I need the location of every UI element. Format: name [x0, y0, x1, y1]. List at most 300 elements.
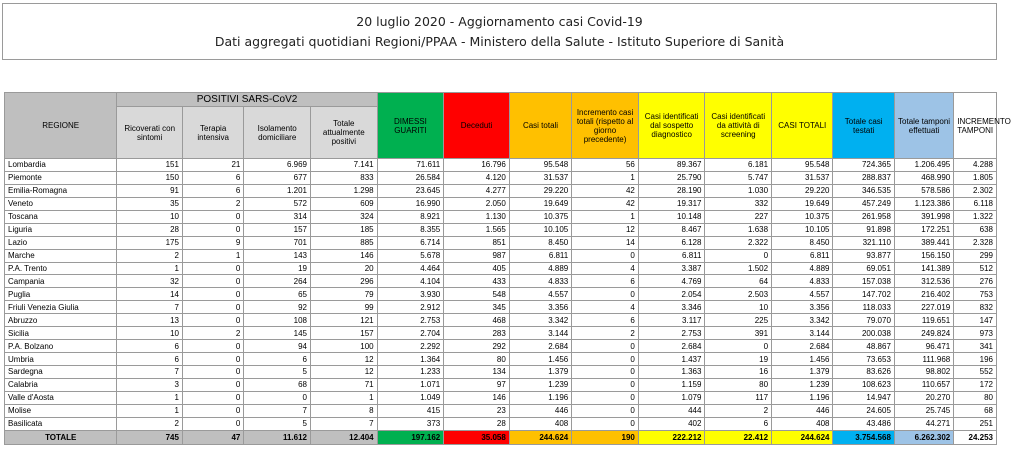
cell-incremento-tamponi: 251 [954, 417, 997, 430]
cell-terapia: 0 [182, 391, 243, 404]
cell-screening: 2 [705, 404, 772, 417]
cell-deceduti: 2.050 [444, 197, 510, 210]
cell-ricoverati: 2 [117, 249, 183, 262]
cell-tamponi: 578.586 [894, 184, 953, 197]
cell-casi-totali-2: 408 [772, 417, 833, 430]
cell-deceduti: 292 [444, 340, 510, 353]
cell-incremento-tamponi: 2.302 [954, 184, 997, 197]
cell-totale-positivi: 296 [310, 275, 377, 288]
cell-ricoverati: 1 [117, 262, 183, 275]
table-row [5, 249, 997, 262]
table-total-row [5, 430, 997, 444]
cell-casi-totali: 1.239 [509, 378, 571, 391]
cell-incremento-casi: 56 [572, 159, 639, 172]
cell-casi-totali-2: 19.649 [772, 197, 833, 210]
cell-casi-totali: 10.105 [509, 223, 571, 236]
cell-ricoverati: 1 [117, 404, 183, 417]
cell-casi-totali: 31.537 [509, 171, 571, 184]
cell-casi-totali-2: 4.557 [772, 288, 833, 301]
cell-incremento-tamponi: 68 [954, 404, 997, 417]
cell-dimessi: 2.912 [377, 301, 444, 314]
cell-tamponi: 25.745 [894, 404, 953, 417]
cell-casi-totali-2: 446 [772, 404, 833, 417]
cell-incremento-tamponi: 80 [954, 391, 997, 404]
cell-deceduti: 468 [444, 314, 510, 327]
cell-ricoverati: 7 [117, 366, 183, 379]
cell-casi-totali: 3.342 [509, 314, 571, 327]
covid-data-table [4, 92, 1011, 445]
cell-incremento-casi: 2 [572, 327, 639, 340]
table-row [5, 404, 997, 417]
cell-sospetto: 222.212 [638, 430, 705, 444]
table-row [5, 236, 997, 249]
cell-totale-positivi: 8 [310, 404, 377, 417]
cell-isolamento: 0 [244, 391, 311, 404]
cell-isolamento: 701 [244, 236, 311, 249]
cell-totale-positivi: 185 [310, 223, 377, 236]
cell-screening: 117 [705, 391, 772, 404]
cell-incremento-casi: 0 [572, 391, 639, 404]
cell-totale-positivi: 157 [310, 327, 377, 340]
cell-terapia: 0 [182, 353, 243, 366]
cell-regione: Marche [5, 249, 117, 262]
cell-incremento-casi: 1 [572, 171, 639, 184]
cell-deceduti: 23 [444, 404, 510, 417]
cell-isolamento: 157 [244, 223, 311, 236]
cell-regione: Toscana [5, 210, 117, 223]
table-row [5, 275, 997, 288]
cell-tamponi: 20.270 [894, 391, 953, 404]
cell-terapia: 2 [182, 327, 243, 340]
cell-dimessi: 4.104 [377, 275, 444, 288]
cell-ricoverati: 10 [117, 210, 183, 223]
col-header-incremento-casi: Incremento casi totali (rispetto al giorno precedente) [572, 93, 639, 159]
cell-incremento-tamponi: 753 [954, 288, 997, 301]
cell-sospetto: 1.363 [638, 366, 705, 379]
col-header-ricoverati: Ricoverati con sintomi [117, 107, 183, 159]
cell-deceduti: 433 [444, 275, 510, 288]
cell-casi-totali-2: 3.144 [772, 327, 833, 340]
cell-totale-positivi: 20 [310, 262, 377, 275]
cell-isolamento: 314 [244, 210, 311, 223]
cell-casi-totali: 2.684 [509, 340, 571, 353]
cell-incremento-tamponi: 4.288 [954, 159, 997, 172]
cell-sospetto: 3.346 [638, 301, 705, 314]
cell-sospetto: 4.769 [638, 275, 705, 288]
cell-casi-totali: 1.456 [509, 353, 571, 366]
cell-totale-positivi: 99 [310, 301, 377, 314]
cell-sospetto: 89.367 [638, 159, 705, 172]
col-header-sospetto: Casi identificati dal sospetto diagnostico [638, 93, 705, 159]
cell-casi-totali: 3.144 [509, 327, 571, 340]
cell-casi-totali-2: 8.450 [772, 236, 833, 249]
cell-regione: Campania [5, 275, 117, 288]
cell-dimessi: 23.645 [377, 184, 444, 197]
report-title: 20 luglio 2020 - Aggiornamento casi Covid-19 [356, 13, 643, 29]
cell-deceduti: 851 [444, 236, 510, 249]
cell-regione: Umbria [5, 353, 117, 366]
cell-casi-totali-2: 3.356 [772, 301, 833, 314]
report-subtitle: Dati aggregati quotidiani Regioni/PPAA - Ministero della Salute - Istituto Superiore di Sanità [214, 33, 785, 49]
cell-sospetto: 444 [638, 404, 705, 417]
cell-totale-positivi: 12 [310, 366, 377, 379]
cell-ricoverati: 745 [117, 430, 183, 444]
cell-tamponi: 1.206.495 [894, 159, 953, 172]
cell-testati: 79.070 [833, 314, 894, 327]
cell-casi-totali-2: 4.889 [772, 262, 833, 275]
cell-casi-totali: 6.811 [509, 249, 571, 262]
cell-tamponi: 110.657 [894, 378, 953, 391]
cell-regione: TOTALE [5, 430, 117, 444]
table-row [5, 391, 997, 404]
cell-incremento-tamponi: 341 [954, 340, 997, 353]
cell-isolamento: 108 [244, 314, 311, 327]
table-body [5, 159, 997, 445]
cell-dimessi: 71.611 [377, 159, 444, 172]
cell-incremento-casi: 0 [572, 404, 639, 417]
cell-sospetto: 2.753 [638, 327, 705, 340]
cell-incremento-casi: 42 [572, 184, 639, 197]
cell-sospetto: 2.684 [638, 340, 705, 353]
cell-dimessi: 197.162 [377, 430, 444, 444]
cell-tamponi: 98.802 [894, 366, 953, 379]
cell-isolamento: 677 [244, 171, 311, 184]
cell-terapia: 21 [182, 159, 243, 172]
cell-terapia: 0 [182, 262, 243, 275]
cell-ricoverati: 13 [117, 314, 183, 327]
cell-deceduti: 1.130 [444, 210, 510, 223]
col-header-casi-totali-2: CASI TOTALI [772, 93, 833, 159]
cell-testati: 108.623 [833, 378, 894, 391]
cell-isolamento: 65 [244, 288, 311, 301]
cell-dimessi: 5.678 [377, 249, 444, 262]
cell-deceduti: 283 [444, 327, 510, 340]
cell-screening: 391 [705, 327, 772, 340]
cell-deceduti: 548 [444, 288, 510, 301]
cell-dimessi: 8.921 [377, 210, 444, 223]
cell-deceduti: 134 [444, 366, 510, 379]
cell-casi-totali-2: 2.684 [772, 340, 833, 353]
cell-incremento-casi: 190 [572, 430, 639, 444]
cell-casi-totali: 408 [509, 417, 571, 430]
cell-incremento-casi: 4 [572, 301, 639, 314]
cell-incremento-tamponi: 196 [954, 353, 997, 366]
col-header-dimessi: DIMESSI GUARITI [377, 93, 444, 159]
cell-regione: Abruzzo [5, 314, 117, 327]
table-row [5, 159, 997, 172]
cell-sospetto: 3.117 [638, 314, 705, 327]
col-header-casi-totali: Casi totali [509, 93, 571, 159]
cell-terapia: 0 [182, 288, 243, 301]
cell-terapia: 0 [182, 275, 243, 288]
cell-screening: 1.638 [705, 223, 772, 236]
table-row [5, 262, 997, 275]
cell-casi-totali: 244.624 [509, 430, 571, 444]
cell-casi-totali: 19.649 [509, 197, 571, 210]
cell-incremento-casi: 0 [572, 249, 639, 262]
cell-tamponi: 1.123.386 [894, 197, 953, 210]
cell-testati: 43.486 [833, 417, 894, 430]
cell-casi-totali-2: 4.833 [772, 275, 833, 288]
cell-regione: Sardegna [5, 366, 117, 379]
col-header-regione: REGIONE [5, 93, 117, 159]
cell-deceduti: 80 [444, 353, 510, 366]
cell-incremento-casi: 0 [572, 288, 639, 301]
cell-incremento-tamponi: 299 [954, 249, 997, 262]
col-header-totale-positivi: Totale attualmente positivi [310, 107, 377, 159]
cell-screening: 1.030 [705, 184, 772, 197]
cell-dimessi: 16.990 [377, 197, 444, 210]
cell-casi-totali: 10.375 [509, 210, 571, 223]
cell-deceduti: 146 [444, 391, 510, 404]
report-title-box [2, 3, 997, 60]
cell-totale-positivi: 146 [310, 249, 377, 262]
cell-regione: P.A. Bolzano [5, 340, 117, 353]
table-row [5, 366, 997, 379]
cell-isolamento: 6 [244, 353, 311, 366]
cell-testati: 93.877 [833, 249, 894, 262]
col-header-tamponi: Totale tamponi effettuati [894, 93, 953, 159]
cell-regione: Sicilia [5, 327, 117, 340]
cell-dimessi: 2.704 [377, 327, 444, 340]
cell-incremento-tamponi: 973 [954, 327, 997, 340]
table-row [5, 210, 997, 223]
cell-isolamento: 1.201 [244, 184, 311, 197]
cell-totale-positivi: 100 [310, 340, 377, 353]
cell-terapia: 9 [182, 236, 243, 249]
cell-tamponi: 249.824 [894, 327, 953, 340]
cell-ricoverati: 91 [117, 184, 183, 197]
cell-testati: 346.535 [833, 184, 894, 197]
cell-casi-totali: 3.356 [509, 301, 571, 314]
cell-deceduti: 4.120 [444, 171, 510, 184]
cell-testati: 157.038 [833, 275, 894, 288]
cell-tamponi: 6.262.302 [894, 430, 953, 444]
cell-casi-totali: 4.889 [509, 262, 571, 275]
cell-regione: Valle d'Aosta [5, 391, 117, 404]
cell-incremento-casi: 0 [572, 417, 639, 430]
cell-terapia: 0 [182, 223, 243, 236]
cell-testati: 14.947 [833, 391, 894, 404]
cell-dimessi: 3.930 [377, 288, 444, 301]
cell-incremento-casi: 4 [572, 262, 639, 275]
cell-casi-totali-2: 29.220 [772, 184, 833, 197]
cell-terapia: 0 [182, 314, 243, 327]
cell-dimessi: 1.364 [377, 353, 444, 366]
cell-regione: Molise [5, 404, 117, 417]
cell-tamponi: 389.441 [894, 236, 953, 249]
cell-incremento-casi: 14 [572, 236, 639, 249]
cell-totale-positivi: 1.298 [310, 184, 377, 197]
cell-casi-totali: 29.220 [509, 184, 571, 197]
cell-totale-positivi: 71 [310, 378, 377, 391]
cell-isolamento: 145 [244, 327, 311, 340]
cell-sospetto: 8.467 [638, 223, 705, 236]
cell-ricoverati: 6 [117, 340, 183, 353]
cell-incremento-tamponi: 1.322 [954, 210, 997, 223]
cell-testati: 83.626 [833, 366, 894, 379]
cell-deceduti: 1.565 [444, 223, 510, 236]
cell-incremento-casi: 0 [572, 378, 639, 391]
cell-isolamento: 264 [244, 275, 311, 288]
cell-ricoverati: 175 [117, 236, 183, 249]
cell-deceduti: 28 [444, 417, 510, 430]
cell-screening: 2.322 [705, 236, 772, 249]
cell-testati: 73.653 [833, 353, 894, 366]
cell-incremento-tamponi: 172 [954, 378, 997, 391]
cell-totale-positivi: 1 [310, 391, 377, 404]
cell-tamponi: 119.651 [894, 314, 953, 327]
cell-sospetto: 28.190 [638, 184, 705, 197]
cell-incremento-casi: 12 [572, 223, 639, 236]
col-header-testati: Totale casi testati [833, 93, 894, 159]
cell-terapia: 1 [182, 249, 243, 262]
cell-isolamento: 19 [244, 262, 311, 275]
cell-tamponi: 227.019 [894, 301, 953, 314]
cell-tamponi: 216.402 [894, 288, 953, 301]
cell-screening: 6.181 [705, 159, 772, 172]
cell-sospetto: 2.054 [638, 288, 705, 301]
cell-incremento-tamponi: 147 [954, 314, 997, 327]
table-row [5, 171, 997, 184]
cell-testati: 91.898 [833, 223, 894, 236]
cell-casi-totali-2: 95.548 [772, 159, 833, 172]
cell-terapia: 0 [182, 210, 243, 223]
cell-screening: 10 [705, 301, 772, 314]
cell-tamponi: 468.990 [894, 171, 953, 184]
cell-dimessi: 8.355 [377, 223, 444, 236]
cell-incremento-tamponi: 1.805 [954, 171, 997, 184]
cell-casi-totali-2: 244.624 [772, 430, 833, 444]
cell-incremento-casi: 6 [572, 314, 639, 327]
col-header-terapia: Terapia intensiva [182, 107, 243, 159]
cell-incremento-tamponi: 276 [954, 275, 997, 288]
cell-screening: 16 [705, 366, 772, 379]
col-header-deceduti: Deceduti [444, 93, 510, 159]
cell-casi-totali-2: 1.196 [772, 391, 833, 404]
table-row [5, 184, 997, 197]
cell-regione: Veneto [5, 197, 117, 210]
cell-incremento-casi: 1 [572, 210, 639, 223]
cell-casi-totali-2: 6.811 [772, 249, 833, 262]
cell-tamponi: 44.271 [894, 417, 953, 430]
cell-screening: 80 [705, 378, 772, 391]
cell-regione: Lazio [5, 236, 117, 249]
cell-testati: 118.033 [833, 301, 894, 314]
cell-dimessi: 1.233 [377, 366, 444, 379]
table-row [5, 378, 997, 391]
cell-terapia: 0 [182, 366, 243, 379]
cell-incremento-casi: 6 [572, 275, 639, 288]
table-row [5, 353, 997, 366]
cell-casi-totali: 95.548 [509, 159, 571, 172]
cell-casi-totali: 1.196 [509, 391, 571, 404]
cell-sospetto: 10.148 [638, 210, 705, 223]
cell-dimessi: 6.714 [377, 236, 444, 249]
cell-incremento-tamponi: 6.118 [954, 197, 997, 210]
cell-tamponi: 391.998 [894, 210, 953, 223]
cell-sospetto: 1.159 [638, 378, 705, 391]
cell-totale-positivi: 324 [310, 210, 377, 223]
cell-incremento-tamponi: 24.253 [954, 430, 997, 444]
cell-ricoverati: 14 [117, 288, 183, 301]
cell-isolamento: 11.612 [244, 430, 311, 444]
cell-totale-positivi: 885 [310, 236, 377, 249]
cell-screening: 2.503 [705, 288, 772, 301]
cell-ricoverati: 3 [117, 378, 183, 391]
cell-terapia: 47 [182, 430, 243, 444]
cell-deceduti: 16.796 [444, 159, 510, 172]
cell-isolamento: 92 [244, 301, 311, 314]
cell-screening: 0 [705, 340, 772, 353]
cell-deceduti: 345 [444, 301, 510, 314]
cell-casi-totali-2: 10.105 [772, 223, 833, 236]
cell-totale-positivi: 79 [310, 288, 377, 301]
cell-testati: 3.754.568 [833, 430, 894, 444]
cell-testati: 24.605 [833, 404, 894, 417]
cell-incremento-casi: 0 [572, 366, 639, 379]
cell-deceduti: 97 [444, 378, 510, 391]
cell-screening: 0 [705, 249, 772, 262]
cell-screening: 22.412 [705, 430, 772, 444]
cell-testati: 147.702 [833, 288, 894, 301]
cell-ricoverati: 6 [117, 353, 183, 366]
cell-tamponi: 312.536 [894, 275, 953, 288]
cell-isolamento: 143 [244, 249, 311, 262]
cell-ricoverati: 151 [117, 159, 183, 172]
cell-totale-positivi: 609 [310, 197, 377, 210]
cell-sospetto: 3.387 [638, 262, 705, 275]
cell-terapia: 0 [182, 301, 243, 314]
table-row [5, 197, 997, 210]
cell-totale-positivi: 7 [310, 417, 377, 430]
cell-regione: Liguria [5, 223, 117, 236]
table-row [5, 301, 997, 314]
cell-ricoverati: 150 [117, 171, 183, 184]
col-header-incremento-tamponi: INCREMENTO TAMPONI [954, 93, 997, 159]
cell-casi-totali-2: 10.375 [772, 210, 833, 223]
cell-casi-totali: 1.379 [509, 366, 571, 379]
cell-dimessi: 2.292 [377, 340, 444, 353]
cell-dimessi: 373 [377, 417, 444, 430]
cell-ricoverati: 1 [117, 391, 183, 404]
cell-sospetto: 6.128 [638, 236, 705, 249]
cell-incremento-casi: 42 [572, 197, 639, 210]
cell-terapia: 0 [182, 378, 243, 391]
cell-regione: P.A. Trento [5, 262, 117, 275]
cell-isolamento: 6.969 [244, 159, 311, 172]
cell-terapia: 2 [182, 197, 243, 210]
cell-casi-totali-2: 3.342 [772, 314, 833, 327]
cell-testati: 69.051 [833, 262, 894, 275]
cell-sospetto: 19.317 [638, 197, 705, 210]
cell-casi-totali-2: 1.239 [772, 378, 833, 391]
cell-isolamento: 572 [244, 197, 311, 210]
cell-regione: Friuli Venezia Giulia [5, 301, 117, 314]
cell-dimessi: 4.464 [377, 262, 444, 275]
cell-screening: 19 [705, 353, 772, 366]
cell-dimessi: 1.071 [377, 378, 444, 391]
cell-screening: 225 [705, 314, 772, 327]
table-row [5, 314, 997, 327]
cell-regione: Piemonte [5, 171, 117, 184]
cell-deceduti: 35.058 [444, 430, 510, 444]
cell-casi-totali-2: 1.456 [772, 353, 833, 366]
cell-incremento-tamponi: 512 [954, 262, 997, 275]
cell-totale-positivi: 121 [310, 314, 377, 327]
cell-screening: 5.747 [705, 171, 772, 184]
cell-isolamento: 94 [244, 340, 311, 353]
